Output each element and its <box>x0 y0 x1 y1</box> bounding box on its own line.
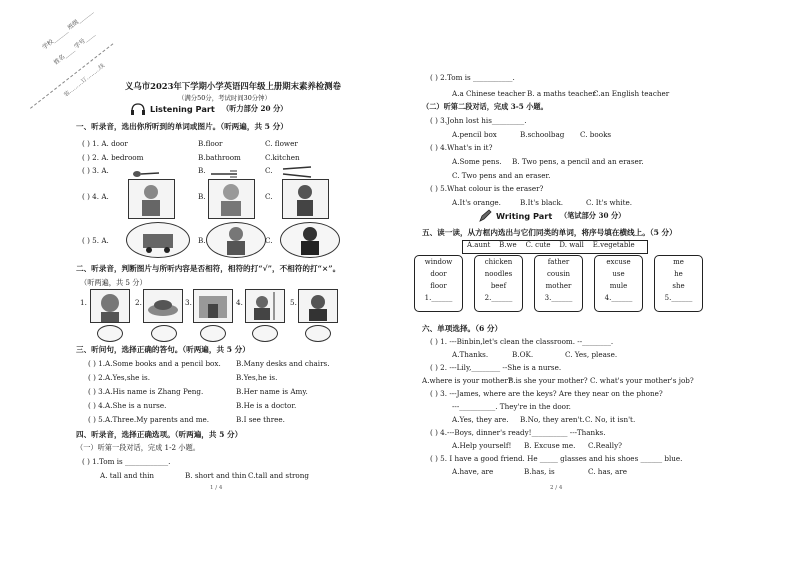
word-group-5-item: me <box>673 258 684 266</box>
s2-picture-5 <box>298 289 338 323</box>
s6-q3-b: B.No, they aren't. <box>520 415 585 424</box>
word-group-2-item: chicken <box>484 258 513 266</box>
section-2-heading: 二、听录音，判断图片与所听内容是否相符，相符的打“√”，不相符的打“×”。 <box>76 264 341 273</box>
s4-q2: ( ) 2.Tom is ___________. <box>430 73 515 82</box>
s4-q2-c: C.an English teacher <box>593 89 670 98</box>
s2-num-1: 1. <box>80 298 87 307</box>
word-group-2-item: noodles <box>484 270 513 278</box>
s4-q1-c: C.tall and strong <box>248 471 309 480</box>
s2-num-5: 5. <box>290 298 297 307</box>
s4-q4-b: B. Two pens, a pencil and an eraser. <box>512 157 644 166</box>
s6-q2-c: C. what's your mother's job? <box>590 376 694 385</box>
s6-q2: ( ) 2. ---Lily,________ --She is a nurse. <box>430 363 562 372</box>
s6-q1-b: B.OK. <box>512 350 534 359</box>
s3-q2-a: ( ) 2.A.Yes,she is. <box>88 373 150 382</box>
s1-q5-c: C. <box>265 236 273 245</box>
pencil-icon <box>478 208 492 222</box>
section-1-heading: 一、听录音，选出你所听到的单词或图片。（听两遍，共 5 分） <box>76 122 288 131</box>
s2-picture-1 <box>90 289 130 323</box>
s3-q4-b: B.He is a doctor. <box>236 401 297 410</box>
s4-q1: ( ) 1.Tom is ____________. <box>82 457 171 466</box>
word-group-3-blank[interactable]: 3.______ <box>544 294 573 302</box>
name-label: 姓名 <box>52 53 67 67</box>
word-group-4-item: excuse <box>606 258 631 266</box>
person-picture-c <box>282 179 329 219</box>
s4-q3-a: A.pencil box <box>452 130 497 139</box>
s1-q4-b: B. <box>198 192 206 201</box>
s6-q3-c: C. No, it isn't. <box>585 415 636 424</box>
answer-oval-3[interactable] <box>200 325 226 342</box>
word-group-4-item: use <box>612 270 625 278</box>
listening-part-label: Listening Part <box>150 104 215 114</box>
word-group-1-item: window <box>424 258 453 266</box>
s3-q4-a: ( ) 4.A.She is a nurse. <box>88 401 167 410</box>
s6-q4-a: A.Help yourself! <box>452 441 512 450</box>
writing-part-label: Writing Part <box>496 211 553 221</box>
s4-q1-a: A. tall and thin <box>100 471 155 480</box>
s1-q3-c: C. <box>265 166 273 175</box>
word-group-3-item: father <box>547 258 570 266</box>
s2-num-3: 3. <box>185 298 192 307</box>
s4-q5-c: C. It's white. <box>586 198 632 207</box>
word-group-2 <box>474 255 523 312</box>
s4-q4: ( ) 4.What's in it? <box>430 143 493 152</box>
s6-q5-a: A.have, are <box>452 467 494 476</box>
s6-q3: ( ) 3. ---James, where are the keys? Are they near on the phone? <box>430 389 663 398</box>
person-picture-b <box>208 179 255 219</box>
s6-q4-c: C.Really? <box>588 441 622 450</box>
s3-q2-b: B.Yes,he is. <box>236 373 278 382</box>
word-group-3-item: mother <box>545 282 572 290</box>
s6-q2-b: B.is she your mother? <box>508 376 588 385</box>
person-picture-a <box>128 179 175 219</box>
person-picture-oval-c <box>280 222 340 258</box>
answer-oval-2[interactable] <box>151 325 177 342</box>
section-6-heading: 六、单项选择。（6 分） <box>422 324 503 333</box>
page-number-left: 1 / 4 <box>210 485 223 491</box>
section-4-heading: 四、听录音，选择正确选项。（听两遍，共 5 分） <box>76 430 243 439</box>
word-group-5-item: she <box>672 282 685 290</box>
word-group-5-item: he <box>674 270 683 278</box>
word-group-4 <box>594 255 643 312</box>
s1-q1-b: B.floor <box>198 139 223 148</box>
s1-q2-b: B.bathroom <box>198 153 241 162</box>
s2-num-4: 4. <box>236 298 243 307</box>
page-number-right: 2 / 4 <box>550 485 563 491</box>
s6-q5-b: B.has, is <box>524 467 555 476</box>
s6-q1: ( ) 1. ---Binbin,let's clean the classroom. --________. <box>430 337 614 346</box>
answer-oval-5[interactable] <box>305 325 331 342</box>
s3-q1-b: B.Many desks and chairs. <box>236 359 330 368</box>
s6-q4: ( ) 4.---Boys, dinner's ready!__________ ---Thanks. <box>430 428 606 437</box>
vehicle-picture-a <box>126 222 190 258</box>
headphones-icon <box>130 101 146 115</box>
s3-q1-a: ( ) 1.A.Some books and a pencil box. <box>88 359 221 368</box>
binding-line-text: 装………订………线 <box>63 63 106 99</box>
s6-q1-c: C. Yes, please. <box>565 350 618 359</box>
s6-q4-b: B. Excuse me. <box>524 441 576 450</box>
s3-q3-b: B.Her name is Amy. <box>236 387 308 396</box>
word-group-3-item: cousin <box>547 270 570 278</box>
s1-q5-b: B. <box>198 236 206 245</box>
s4-q2-b: B. a maths teacher <box>527 89 596 98</box>
answer-oval-1[interactable] <box>97 325 123 342</box>
s4-q3-c: C. books <box>580 130 612 139</box>
s4-q2-a: A.a Chinese teacher <box>452 89 526 98</box>
right-page <box>400 0 794 561</box>
exam-subtitle: （满分50分，考试时间30分钟） <box>178 94 271 102</box>
s2-picture-3 <box>193 289 233 323</box>
s4-q5-b: B.It's black. <box>520 198 564 207</box>
s4-dialogue-1: （一）听第一段对话，完成 1-2 小题。 <box>76 443 200 452</box>
s4-q5-a: A.It's orange. <box>452 198 501 207</box>
listening-part-points: （听力部分 20 分） <box>222 104 288 113</box>
s6-q1-a: A.Thanks. <box>452 350 489 359</box>
word-group-4-item: mule <box>609 282 628 290</box>
s6-q3-line2: ---__________. They're in the door. <box>452 402 571 411</box>
writing-part-points: （笔试部分 30 分） <box>560 211 626 220</box>
word-group-4-blank[interactable]: 4.______ <box>604 294 633 302</box>
word-group-3 <box>534 255 583 312</box>
s2-picture-4 <box>245 289 285 323</box>
s1-q4-c: C. <box>265 192 273 201</box>
s1-q1: ( ) 1. A. door <box>82 139 128 148</box>
answer-oval-4[interactable] <box>252 325 278 342</box>
s6-q5: ( ) 5. I have a good friend. He _____ glasses and his shoes ______ blue. <box>430 454 683 463</box>
s1-q4: ( ) 4. A. <box>82 192 109 201</box>
s4-q4-a: A.Some pens. <box>452 157 502 166</box>
school-label: 学校 <box>41 38 56 52</box>
person-picture-oval-b <box>206 222 266 258</box>
class-label: 班级 <box>66 18 81 32</box>
s2-num-2: 2. <box>135 298 142 307</box>
exam-title: 义乌市2023年下学期小学英语四年级上册期末素养检测卷 <box>125 81 341 91</box>
word-group-2-blank[interactable]: 2.______ <box>484 294 513 302</box>
s4-q4-c: C. Two pens and an eraser. <box>452 171 551 180</box>
section-5-heading: 五、读一读，从方框内选出与它们同类的单词，将序号填在横线上。（5 分） <box>422 228 677 237</box>
s1-q1-c: C. flower <box>265 139 298 148</box>
id-label: 学号 <box>73 37 87 51</box>
word-group-1-item: floor <box>430 282 447 290</box>
s4-q1-b: B. short and thin <box>185 471 247 480</box>
s2-picture-2 <box>143 289 183 323</box>
word-group-1-item: door <box>430 270 447 278</box>
word-group-2-item: beef <box>490 282 507 290</box>
word-group-5 <box>654 255 703 312</box>
s6-q3-a: A.Yes, they are. <box>452 415 509 424</box>
s4-q5: ( ) 5.What colour is the eraser? <box>430 184 544 193</box>
s6-q5-c: C. has, are <box>588 467 627 476</box>
word-group-1-blank[interactable]: 1.______ <box>424 294 453 302</box>
word-options-box <box>462 240 648 254</box>
s1-q3: ( ) 3. A. <box>82 166 109 175</box>
s1-q3-b: B. <box>198 166 206 175</box>
word-group-5-blank[interactable]: 5.______ <box>664 294 693 302</box>
s4-q3-b: B.schoolbag <box>520 130 565 139</box>
s3-q5-b: B.I see three. <box>236 415 285 424</box>
s4-dialogue-2: （二）听第二段对话，完成 3-5 小题。 <box>422 102 548 111</box>
section-2-sub: （听两遍，共 5 分） <box>80 278 147 287</box>
s3-q3-a: ( ) 3.A.His name is Zhang Peng. <box>88 387 204 396</box>
s4-q3: ( ) 3.John lost his_________. <box>430 116 527 125</box>
word-group-1 <box>414 255 463 312</box>
s1-q5: ( ) 5. A. <box>82 236 109 245</box>
id-name-line: 姓名____ 学号____ <box>52 30 97 67</box>
s3-q5-a: ( ) 5.A.Three.My parents and me. <box>88 415 210 424</box>
word-options: A.aunt B.we C. cute D. wall E.vegetable <box>467 241 635 249</box>
s6-q2-a: A.where is your mother? <box>422 376 512 385</box>
s1-q2-c: C.kitchen <box>265 153 300 162</box>
section-3-heading: 三、听问句，选择正确的答句。（听两遍，共 5 分） <box>76 345 250 354</box>
student-info-sidebar: 学校______ 班级______ <box>41 7 95 52</box>
s1-q2: ( ) 2. A. bedroom <box>82 153 144 162</box>
